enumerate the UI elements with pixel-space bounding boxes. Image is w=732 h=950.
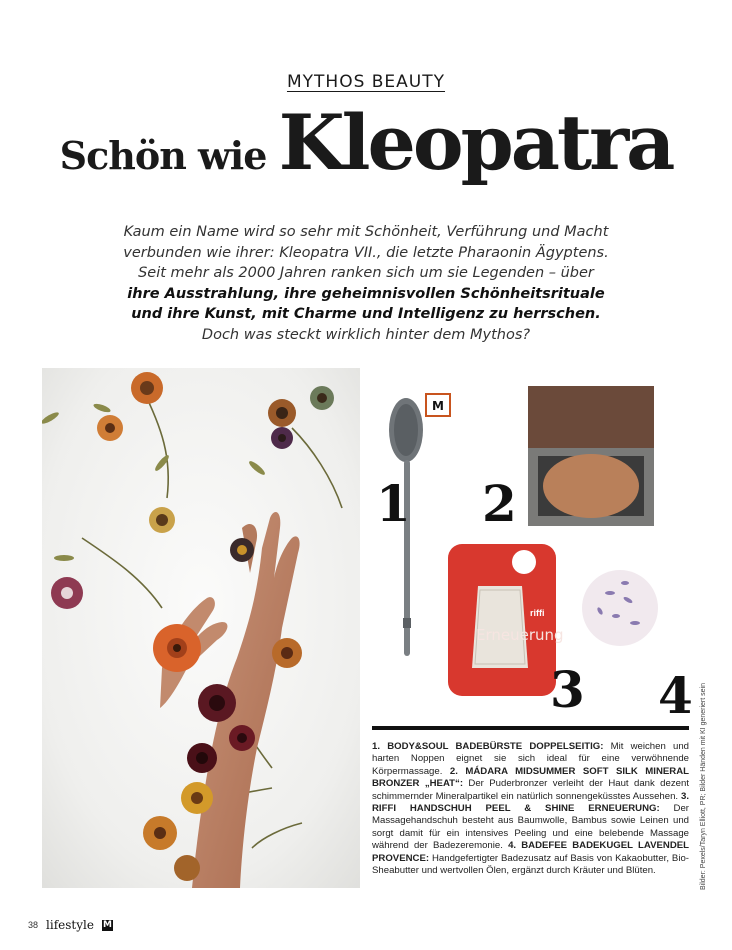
headline-small: Schön wie (59, 133, 279, 178)
bath-photo (42, 368, 360, 888)
product-illustrations (370, 368, 700, 728)
glove-brand-label: riffi (530, 608, 545, 618)
product-number: 3 (550, 660, 585, 719)
glove-product-name: Erneuerung (476, 626, 564, 644)
photo-credit: Bilder: Pexels/Taryn Elliott, PR; Bilder Händen mit KI generiert sein (700, 683, 707, 890)
page-number: 38 (28, 920, 39, 930)
product-number: 1 (376, 474, 411, 533)
intro-line: verbunden wie ihrer: Kleopatra VII., die letzte Pharaonin Ägyptens. (123, 244, 609, 261)
product-2-text: Der Puderbronzer verleiht der Haut dank dezent schimmernder Mineralpartikel ein natürlich sonnengeküsstes Aussehen. (372, 778, 689, 802)
svg-text:M: M (432, 399, 444, 413)
intro-line: Seit mehr als 2000 Jahren ranken sich um sie Legenden – über (138, 265, 594, 281)
intro-bold-line: ihre Ausstrahlung, ihre geheimnisvollen Schönheitsrituale (127, 285, 605, 302)
divider-rule (372, 726, 689, 730)
product-3-text: Der Massagehandschuh besteht aus Baumwolle, Bambus sowie Leinen und sorgt damit für ein intensives Peeling und eine belebende Massage während der Badezeremonie. (372, 803, 689, 852)
intro-line: Doch was steckt wirklich hinter dem Mythos? (201, 326, 531, 343)
page-footer (28, 918, 113, 932)
product-1-head: 1. BODY&SOUL BADEBÜRSTE DOPPELSEITIG: (372, 741, 604, 752)
product-1-text: Mit weichen und harten Noppen eignet sie sich ideal für eine verwöhnende Körpermassage. (372, 741, 689, 777)
intro-bold-line: und ihre Kunst, mit Charme und Intelligenz zu herrschen. (131, 306, 601, 322)
magazine-logo-icon: M (102, 919, 112, 930)
peeling-glove-product (448, 544, 564, 696)
kicker-text: MYTHOS BEAUTY (286, 72, 446, 92)
product-grid (370, 368, 700, 728)
product-number: 4 (658, 666, 693, 725)
product-4-head: 4. BADEFEE BADEKUGEL LAVENDEL PROVENCE: (372, 840, 690, 864)
intro-line: Kaum ein Name wird so sehr mit Schönheit, Verführung und Macht (123, 224, 609, 240)
product-2-head: 2. MÁDARA MIDSUMMER SOFT SILK MINERAL BRONZER „HEAT“: (372, 765, 689, 790)
product-3-head: 3. RIFFI HANDSCHUH PEEL & SHINE ERNEUERUNG: (372, 790, 689, 815)
product-descriptions (372, 741, 689, 877)
intro-text (60, 222, 672, 345)
headline-big: Kleopatra (278, 98, 673, 187)
headline (0, 98, 732, 187)
bath-bomb-product (582, 570, 658, 646)
product-number: 2 (482, 474, 517, 533)
kicker (0, 72, 732, 92)
bath-photo-illustration (42, 368, 360, 888)
product-4-text: Handgefertigter Badezusatz auf Basis von Kakaobutter, Bio-Sheabutter und wertvollen Ölen, ergänzt durch Kräuter und Blüten. (372, 852, 689, 877)
magazine-name: lifestyle (46, 918, 94, 932)
bronzer-compact-product (528, 386, 654, 526)
